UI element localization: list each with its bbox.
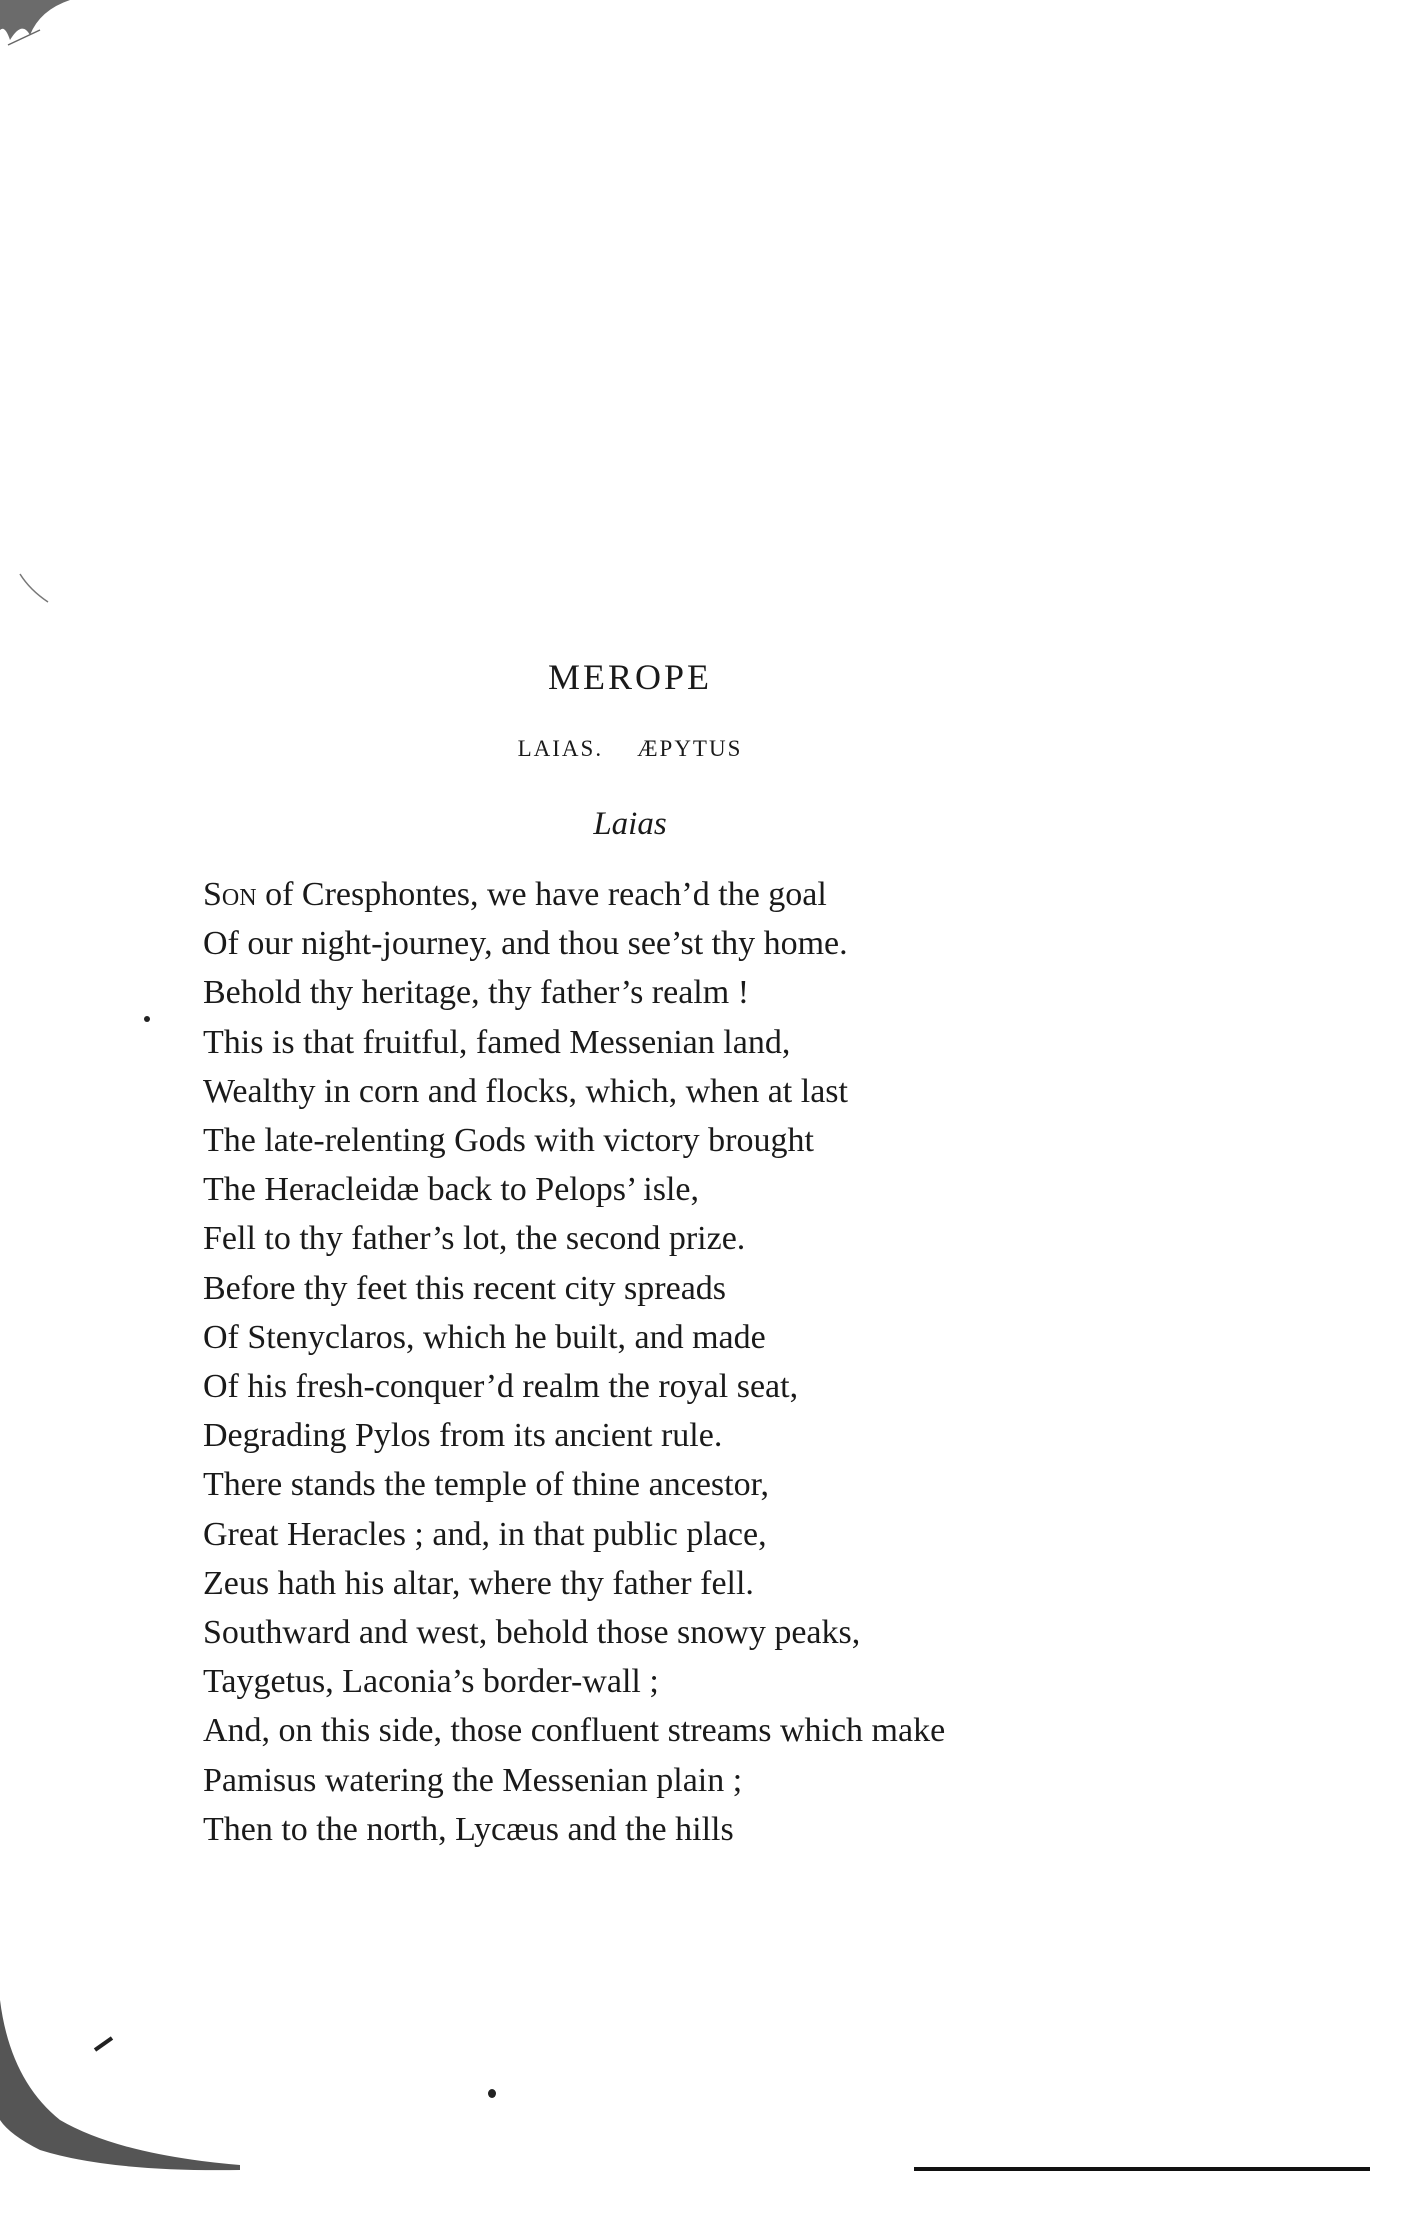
verse-line: Southward and west, behold those snowy peaks, (203, 1614, 861, 1652)
verse-lines (203, 870, 945, 1854)
verse-line: The late-relenting Gods with victory brought (203, 1122, 814, 1160)
bullet-dot (144, 1016, 150, 1022)
dramatis-personae (0, 736, 1260, 762)
verse-line: Of our night-journey, and thou see’st thy home. (203, 925, 848, 963)
verse-line: Before thy feet this recent city spreads (203, 1269, 727, 1307)
verse-line: Behold thy heritage, thy father’s realm ! (203, 974, 750, 1012)
verse-line: Then to the north, Lycæus and the hills (203, 1810, 734, 1848)
scan-dot (488, 2089, 496, 2098)
small-caps-word: on (221, 876, 257, 913)
bottom-rule (914, 2167, 1370, 2171)
verse-line: This is that fruitful, famed Messenian land, (203, 1023, 791, 1061)
verse-line: Great Heracles ; and, in that public place, (203, 1515, 767, 1553)
drop-initial: S (203, 876, 222, 913)
scan-edge-bottom-left (0, 1880, 300, 2180)
speaker-name: Laias (593, 806, 667, 842)
verse-line: Of Stenyclaros, which he built, and made (203, 1318, 766, 1356)
verse-line: Son of Cresphontes, we have reach’d the goal (203, 876, 827, 913)
verse-line: Wealthy in corn and flocks, which, when at last (203, 1072, 848, 1110)
person-aepytus: ÆPYTUS (637, 736, 743, 761)
scan-tick-mark (18, 572, 58, 612)
verse-line: Pamisus watering the Messenian plain ; (203, 1761, 743, 1799)
verse-line: Of his fresh-conquer’d realm the royal seat, (203, 1368, 799, 1406)
verse-line: There stands the temple of thine ancestor, (203, 1466, 770, 1504)
person-laias: LAIAS. (517, 736, 604, 761)
verse-line: Zeus hath his altar, where thy father fell. (203, 1564, 754, 1602)
verse-line: Taygetus, Laconia’s border-wall ; (203, 1663, 659, 1701)
verse-line: Fell to thy father’s lot, the second prize. (203, 1220, 746, 1258)
play-title: MEROPE (547, 657, 713, 698)
verse-line: The Heracleidæ back to Pelops’ isle, (203, 1171, 699, 1209)
scan-edge-top-left (0, 0, 110, 80)
verse-line: Degrading Pylos from its ancient rule. (203, 1417, 723, 1455)
verse-line: And, on this side, those confluent streams which make (203, 1712, 946, 1750)
